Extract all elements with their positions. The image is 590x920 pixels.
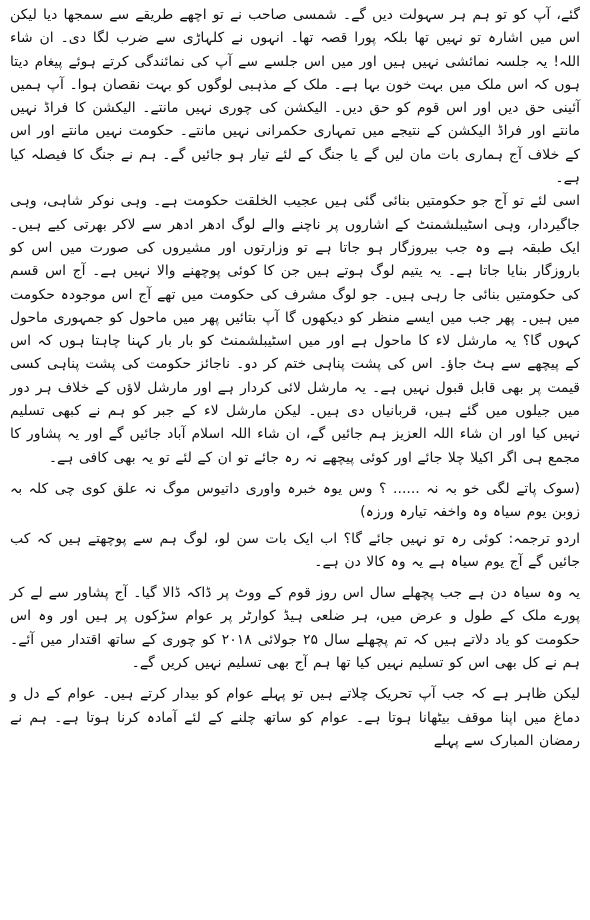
paragraph-election-rejection: گئے، آپ کو تو ہم ہر سہولت دیں گے۔ شمسی صاحب نے تو اچھے طریقے سے سمجھا دیا لیکن اس میں اشارہ تو نہیں تھا بلکہ پورا قصہ تھا۔ انہوں نے کلہاڑی سے ضرب لگا دی۔ ان شاء اللہ! یہ جلسہ نمائشی نہیں ہیں اور میں اس جلسے سے آپ کی نمائندگی کرتے ہوئے پیغام دیتا ہوں کہ اس ملک میں بہت خون بہا ہے۔ ملک کے مذہبی لوگوں کو بہت نقصان ہوا۔ آپ ہمیں آئینی حق دیں اور اس قوم کو حق دیں۔ الیکشن کی چوری نہیں مانتے۔ الیکشن کا فراڈ نہیں مانتے اور فراڈ الیکشن کے نتیجے میں تمہاری حکمرانی نہیں مانتے۔ حکومت نہیں مانتے اور اس کے خلاف آج ہماری بات مان لیں گے یا جنگ کے لئے تیار ہو جائیں گے۔ ہم نے جنگ کا فیصلہ کیا ہے۔ xyxy=(10,7,580,187)
paragraph-pashto-quote: (سوک پاتے لگی خو بہ نہ ...... ؟ وس یوہ خبرہ واوری داتیوس موگ نہ علق کوی چی کلہ بہ زوبن یوم سیاہ وہ واخفہ تیارہ ورزہ) xyxy=(10,480,580,521)
paragraph-government-criticism: اسی لئے تو آج جو حکومتیں بنائی گئی ہیں عجیب الخلقت حکومت ہے۔ وہی نوکر شاہی، وہی جاگیردار، وہی اسٹیبلشمنٹ کے اشاروں پر ناچنے والے لوگ ادھر ادھر سے لاکر بھرتی کیے ہیں۔ ایک طبقہ ہے وہ جب بیروزگار ہو جاتا ہے تو وزارتوں اور مشیروں کی صورت میں اس کو باروزگار بنایا جاتا ہے۔ یہ یتیم لوگ ہوتے ہیں جن کا کوئی پوچھنے والا نہیں ہے۔ آج اس قسم کی حکومتیں بنائی جا رہی ہیں۔ جو لوگ مشرف کی حکومت میں تھے آج اس موجودہ حکومت میں ہیں۔ پھر جب میں ایسے منظر کو دیکھوں گا آپ بتائیں پھر میں ماحول کو جمہوری ماحول کہوں گا؟ یہ مارشل لاء کا ماحول ہے اور میں اسٹیبلشمنٹ کو بار بار کہنا چاہتا ہوں کہ اس کے پیچھے سے ہٹ جاؤ۔ اس کی پشت پناہی ختم کر دو۔ ناجائز حکومت کی پشت پناہی کسی قیمت پر بھی قابل قبول نہیں ہے۔ یہ مارشل لائی کردار ہے اور مارشل لاؤں کے خلاف ہر دور میں جیلوں میں گئے ہیں، قربانیاں دی ہیں۔ لیکن مارشل لاء کے جبر کو ہم نے کبھی تسلیم نہیں کیا اور ان شاء اللہ العزیز ہم جائیں گے، ان شاء اللہ اسلام آباد جائیں گے اور یہ پشاور کا مجمع ہی اگر اکیلا چلا جائے اور کوئی پیچھے نہ رہ جائے تو ان کے لئے تو یہ بھی کافی ہے۔ xyxy=(10,193,580,466)
paragraph-urdu-translation: اردو ترجمہ: کوئی رہ تو نہیں جائے گا؟ اب ایک بات سن لو، لوگ ہم سے پوچھتے ہیں کہ کب جائیں گے آج یوم سیاہ ہے یہ وہ کالا دن ہے۔ xyxy=(10,530,580,570)
paragraph-black-day: یہ وہ سیاہ دن ہے جب پچھلے سال اس روز قوم کے ووٹ پر ڈاکہ ڈالا گیا۔ آج پشاور سے لے کر پورے ملک کے طول و عرض میں، ہر ضلعی ہیڈ کوارٹر پر عوام سڑکوں پر ہیں اور وہ اس حکومت کو یاد دلاتے ہیں کہ تم پچھلے سال ۲۵ جولائی ۲۰۱۸ کو چوری کے ساتھ اقتدار میں آئے۔ ہم نے کل بھی اس کو تسلیم نہیں کیا تھا ہم آج بھی تسلیم نہیں کریں گے۔ xyxy=(10,585,581,672)
paragraph-movement: لیکن ظاہر ہے کہ جب آپ تحریک چلاتے ہیں تو پہلے عوام کو بیدار کرتے ہیں۔ عوام کے دل و دماغ میں اپنا موقف بیٹھانا ہوتا ہے۔ عوام کو ساتھ چلنے کے لئے آمادہ کرنا ہوتا ہے۔ ہم نے رمضان المبارک سے پہلے xyxy=(10,686,580,749)
